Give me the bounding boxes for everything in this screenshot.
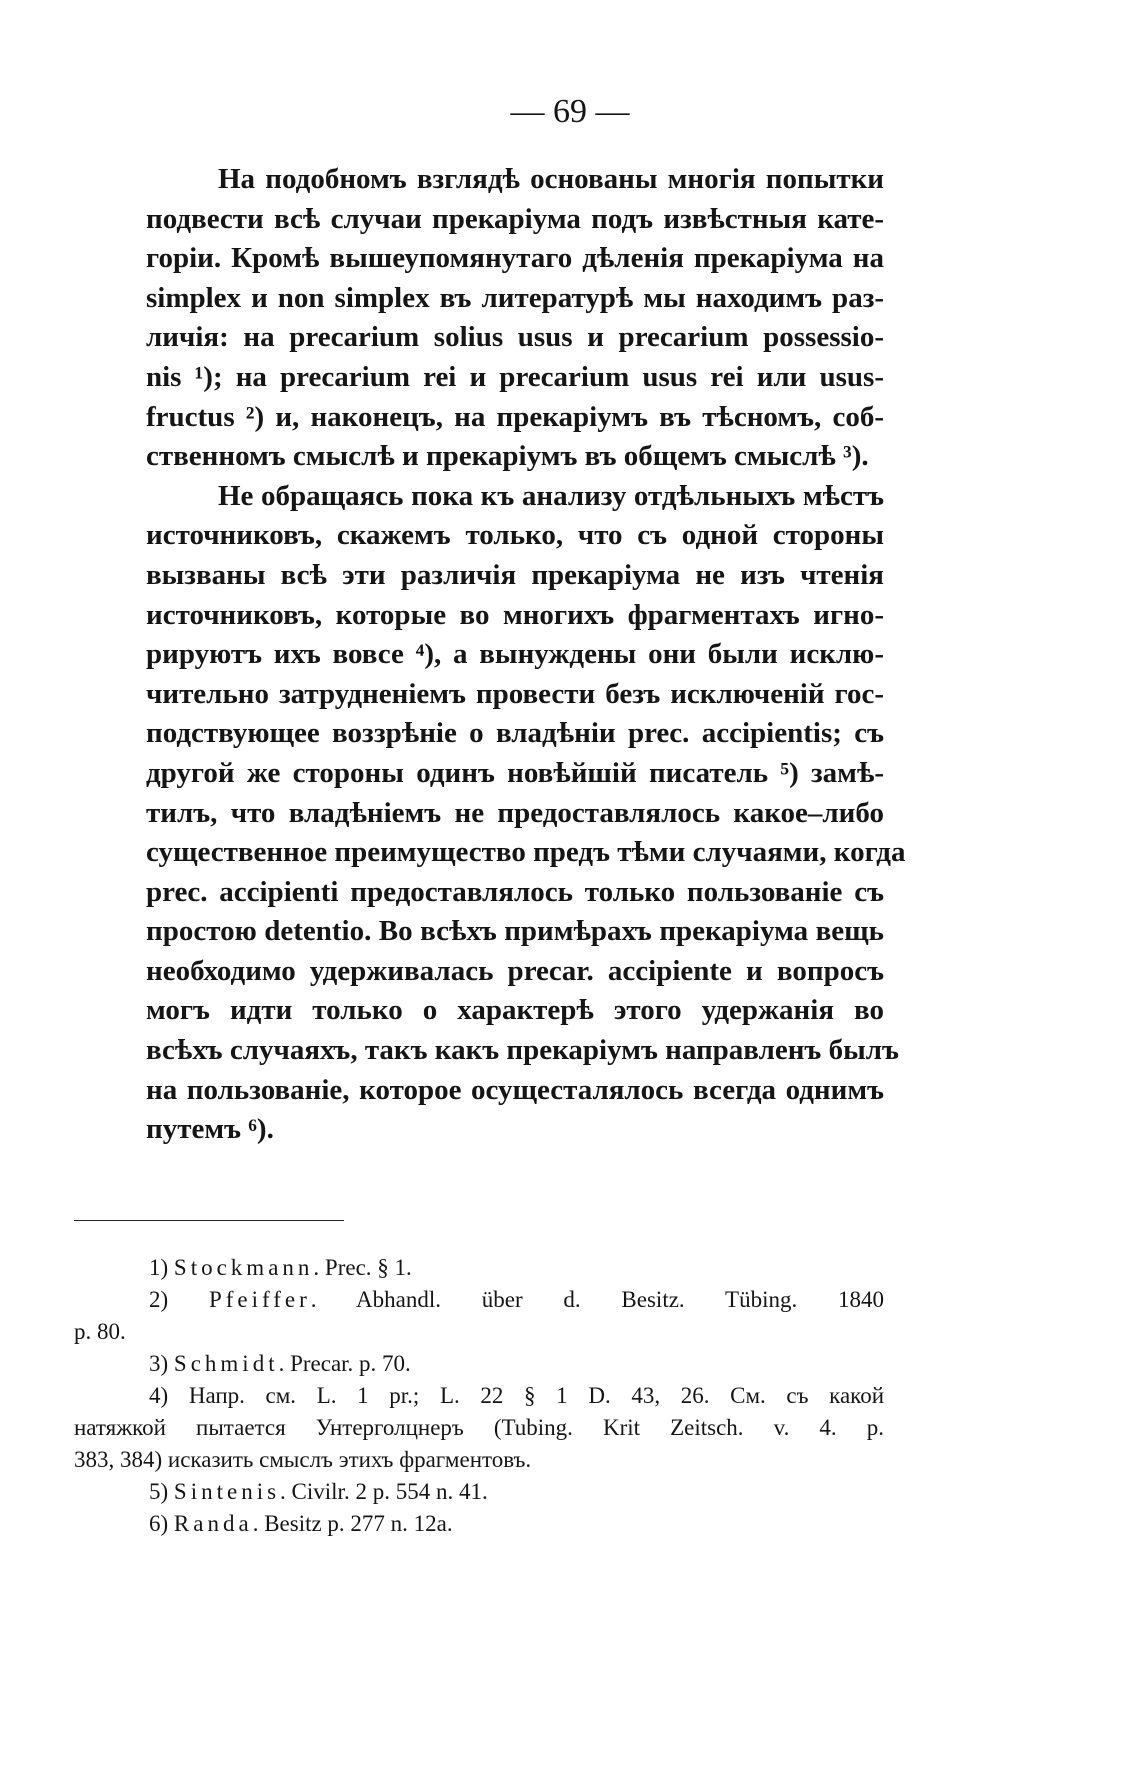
text-line: всѣхъ случаяхъ, такъ какъ прекаріумъ направленъ былъ (146, 1034, 899, 1067)
paragraph (74, 477, 906, 1150)
text-line: рируютъ ихъ вовсе ⁴), а вынуждены они были исклю- (146, 638, 884, 671)
footnote-marker: 3) (149, 1351, 169, 1376)
footnote-text: . Besitz p. 277 n. 12a. (252, 1511, 453, 1536)
text-line: nis ¹); на precarium rei и precarium usus rei или usus- (146, 360, 884, 393)
footnote-marker: 5) (149, 1479, 169, 1504)
footnote-text: . Precar. p. 70. (278, 1351, 411, 1376)
footnote-1 (74, 1252, 884, 1284)
text-line: simplex и non simplex въ литературѣ мы находимъ раз- (146, 281, 884, 314)
footnote-separator (74, 1220, 344, 1221)
footnote-text: . Abhandl. über d. Besitz. Tübing. 1840 (310, 1287, 884, 1312)
footnote-text: . Civilr. 2 p. 554 n. 41. (280, 1479, 488, 1504)
footnote-continuation: p. 80. (74, 1319, 126, 1344)
footnote-continuation: 383, 384) исказить смыслъ этихъ фрагментовъ. (74, 1447, 532, 1472)
text-line: подвести всѣ случаи прекаріума подъ извѣстныя кате- (146, 202, 884, 235)
text-line: чительно затрудненіемъ провести безъ исключеній гос- (146, 677, 884, 710)
text-line: источниковъ, скажемъ только, что съ одной стороны (146, 519, 884, 552)
text-line: существенное преимущество предъ тѣми случаями, когда (146, 836, 906, 869)
text-line: личія: на precarium solius usus и precarium possessio- (146, 321, 884, 354)
text-line: горіи. Кромѣ вышеупомянутаго дѣленія прекаріума на (146, 242, 884, 275)
text-line: Не обращаясь пока къ анализу отдѣльныхъ мѣстъ (218, 479, 884, 512)
text-line: могъ идти только о характерѣ этого удержанія во (146, 994, 884, 1027)
text-line: путемъ ⁶). (146, 1113, 274, 1146)
footnote-3 (74, 1348, 884, 1380)
footnote-text: . Prec. § 1. (313, 1255, 412, 1280)
footnote-author: Pfeiffer (208, 1287, 311, 1312)
footnote-marker: 4) (149, 1383, 169, 1408)
footnote-4 (74, 1380, 884, 1412)
page-number: — 69 — (510, 93, 630, 130)
footnotes (74, 1252, 884, 1540)
footnote-2 (74, 1284, 884, 1316)
footnote-marker: 2) (149, 1287, 169, 1312)
text-line: На подобномъ взглядѣ основаны многія попытки (218, 163, 884, 195)
footnote-marker: 1) (149, 1255, 169, 1280)
main-text (74, 160, 906, 1150)
footnote-6 (74, 1508, 884, 1540)
footnote-author: Randa (173, 1511, 253, 1536)
text-line: другой же стороны одинъ новѣйшій писатель ⁵) замѣ- (146, 756, 884, 789)
text-line: источниковъ, которые во многихъ фрагментахъ игно- (146, 598, 884, 631)
text-line: fructus ²) и, наконецъ, на прекаріумъ въ тѣсномъ, соб- (146, 400, 884, 433)
text-line: тилъ, что владѣніемъ не предоставлялось какое–либо (146, 796, 884, 829)
paragraph (74, 160, 884, 477)
footnote-continuation: натяжкой пытается Унтерголцнеръ (Tubing. Krit Zeitsch. v. 4. p. (74, 1415, 884, 1440)
text-line: простою detentio. Во всѣхъ примѣрахъ прекаріума вещь (146, 915, 884, 948)
text-line: необходимо удерживалась precar. accipiente и вопросъ (146, 954, 884, 987)
text-line: на пользованіе, которое осущесталялось всегда однимъ (146, 1073, 884, 1106)
footnote-text: Напр. см. L. 1 pr.; L. 22 § 1 D. 43, 26. См. съ какой (188, 1383, 884, 1408)
text-line: подствующее воззрѣніе о владѣніи prec. accipientis; съ (146, 717, 884, 750)
footnote-author: Stockmann (173, 1255, 314, 1280)
footnote-5 (74, 1476, 884, 1508)
text-line: ственномъ смыслѣ и прекаріумъ въ общемъ смыслѣ ³). (146, 440, 869, 473)
footnote-author: Sintenis (173, 1479, 281, 1504)
text-line: prec. accipienti предоставлялось только пользованіе съ (146, 875, 884, 908)
text-line: вызваны всѣ эти различія прекаріума не изъ чтенія (146, 558, 884, 591)
footnote-marker: 6) (149, 1511, 169, 1536)
footnote-author: Schmidt (173, 1351, 279, 1376)
